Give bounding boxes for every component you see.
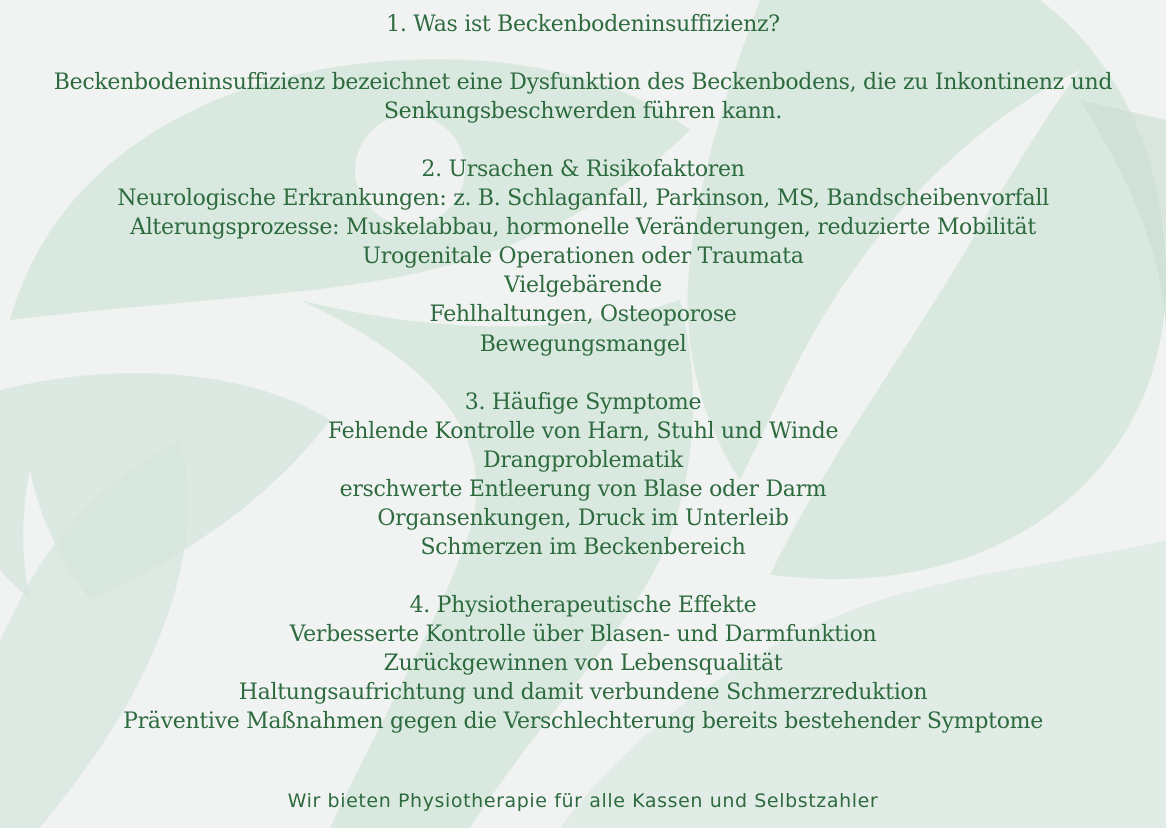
- section-2-line: Vielgebärende: [504, 273, 662, 298]
- section-3-line: Drangproblematik: [483, 448, 683, 473]
- section-4-line: Verbesserte Kontrolle über Blasen- und Darmfunktion: [289, 622, 877, 647]
- section-2-line: Urogenitale Operationen oder Traumata: [362, 244, 804, 269]
- footer-tagline: Wir bieten Physiotherapie für alle Kassen und Selbstzahler: [287, 790, 879, 812]
- section-3-line: Organsenkungen, Druck im Unterleib: [377, 506, 789, 531]
- section-2-heading: 2. Ursachen & Risikofaktoren: [421, 157, 745, 182]
- section-4-line: Präventive Maßnahmen gegen die Verschlechterung bereits bestehender Symptome: [123, 709, 1043, 734]
- section-4-line: Haltungsaufrichtung und damit verbundene Schmerzreduktion: [238, 680, 928, 705]
- section-1-line: Beckenbodeninsuffizienz bezeichnet eine Dysfunktion des Beckenbodens, die zu Inkontinenz und: [53, 70, 1113, 95]
- section-4-heading: 4. Physiotherapeutische Effekte: [409, 593, 757, 618]
- section-2-line: Bewegungsmangel: [479, 332, 687, 357]
- section-1-line: Senkungsbeschwerden führen kann.: [383, 99, 783, 124]
- section-2-line: Alterungsprozesse: Muskelabbau, hormonelle Veränderungen, reduzierte Mobilität: [130, 215, 1036, 240]
- section-2-line: Neurologische Erkrankungen: z. B. Schlaganfall, Parkinson, MS, Bandscheibenvorfall: [117, 186, 1049, 211]
- section-4-line: Zurückgewinnen von Lebensqualität: [383, 651, 783, 676]
- section-3-line: Fehlende Kontrolle von Harn, Stuhl und Winde: [327, 419, 839, 444]
- section-1-heading: 1. Was ist Beckenbodeninsuffizienz?: [386, 12, 780, 37]
- section-2-line: Fehlhaltungen, Osteoporose: [429, 302, 737, 327]
- section-3-heading: 3. Häufige Symptome: [464, 390, 702, 415]
- section-3-line: Schmerzen im Beckenbereich: [420, 535, 746, 560]
- section-3-line: erschwerte Entleerung von Blase oder Darm: [339, 477, 827, 502]
